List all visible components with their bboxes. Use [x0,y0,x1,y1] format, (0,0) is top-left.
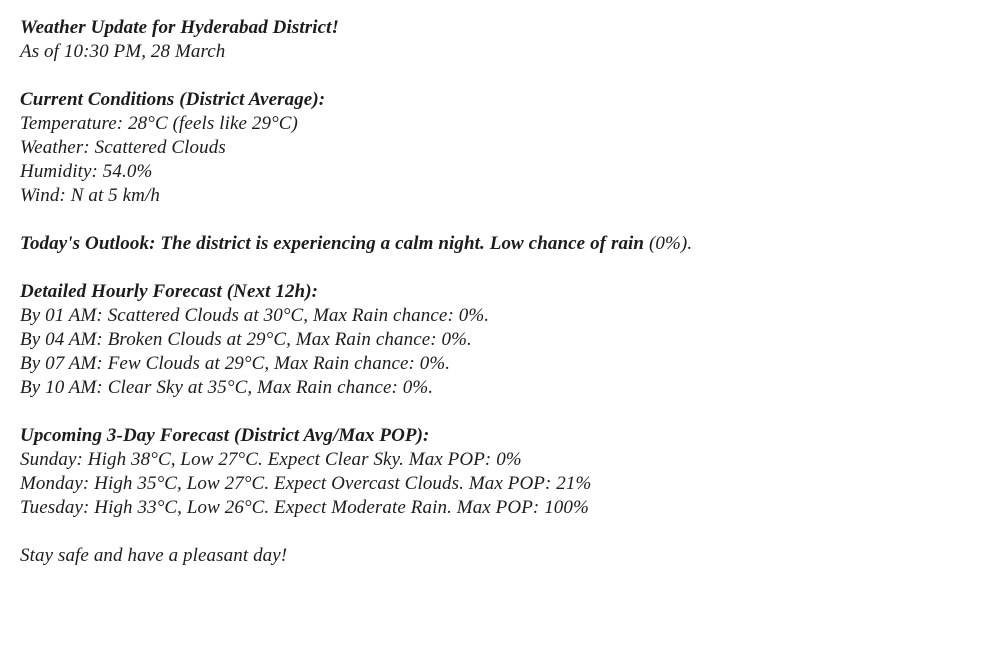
three-day-forecast-block [20,424,965,520]
hourly-forecast-row: By 10 AM: Clear Sky at 35°C, Max Rain chance: 0%. [20,377,434,398]
outlook-bold-text: Today's Outlook: The district is experiencing a calm night. Low chance of rain [20,233,645,254]
hourly-forecast-row: By 04 AM: Broken Clouds at 29°C, Max Rain chance: 0%. [20,329,472,350]
three-day-forecast-row: Monday: High 35°C, Low 27°C. Expect Overcast Clouds. Max POP: 21% [20,473,592,494]
report-timestamp: As of 10:30 PM, 28 March [20,41,226,62]
paragraph-spacer [20,520,965,544]
paragraph-spacer [20,208,965,232]
closing-message: Stay safe and have a pleasant day! [20,545,288,566]
hourly-forecast-row: By 01 AM: Scattered Clouds at 30°C, Max Rain chance: 0%. [20,305,490,326]
paragraph-spacer [20,64,965,88]
hourly-forecast-row: By 07 AM: Few Clouds at 29°C, Max Rain chance: 0%. [20,353,451,374]
page-title: Weather Update for Hyderabad District! [20,17,340,38]
hourly-forecast-heading: Detailed Hourly Forecast (Next 12h): [20,281,319,302]
outlook-block [20,232,965,256]
three-day-forecast-row: Sunday: High 38°C, Low 27°C. Expect Clear Sky. Max POP: 0% [20,449,522,470]
current-conditions-block [20,88,965,208]
current-conditions-heading: Current Conditions (District Average): [20,89,326,110]
header-block [20,16,965,64]
three-day-forecast-heading: Upcoming 3-Day Forecast (District Avg/Max POP): [20,425,430,446]
paragraph-spacer [20,400,965,424]
paragraph-spacer [20,256,965,280]
current-weather-line: Weather: Scattered Clouds [20,137,226,158]
current-wind-line: Wind: N at 5 km/h [20,185,160,206]
closing-block [20,544,965,568]
hourly-forecast-block [20,280,965,400]
current-humidity-line: Humidity: 54.0% [20,161,153,182]
todays-outlook-line [20,232,965,256]
outlook-rain-chance-text: (0%). [644,233,693,254]
current-temperature-line: Temperature: 28°C (feels like 29°C) [20,113,298,134]
three-day-forecast-row: Tuesday: High 33°C, Low 26°C. Expect Moderate Rain. Max POP: 100% [20,497,589,518]
